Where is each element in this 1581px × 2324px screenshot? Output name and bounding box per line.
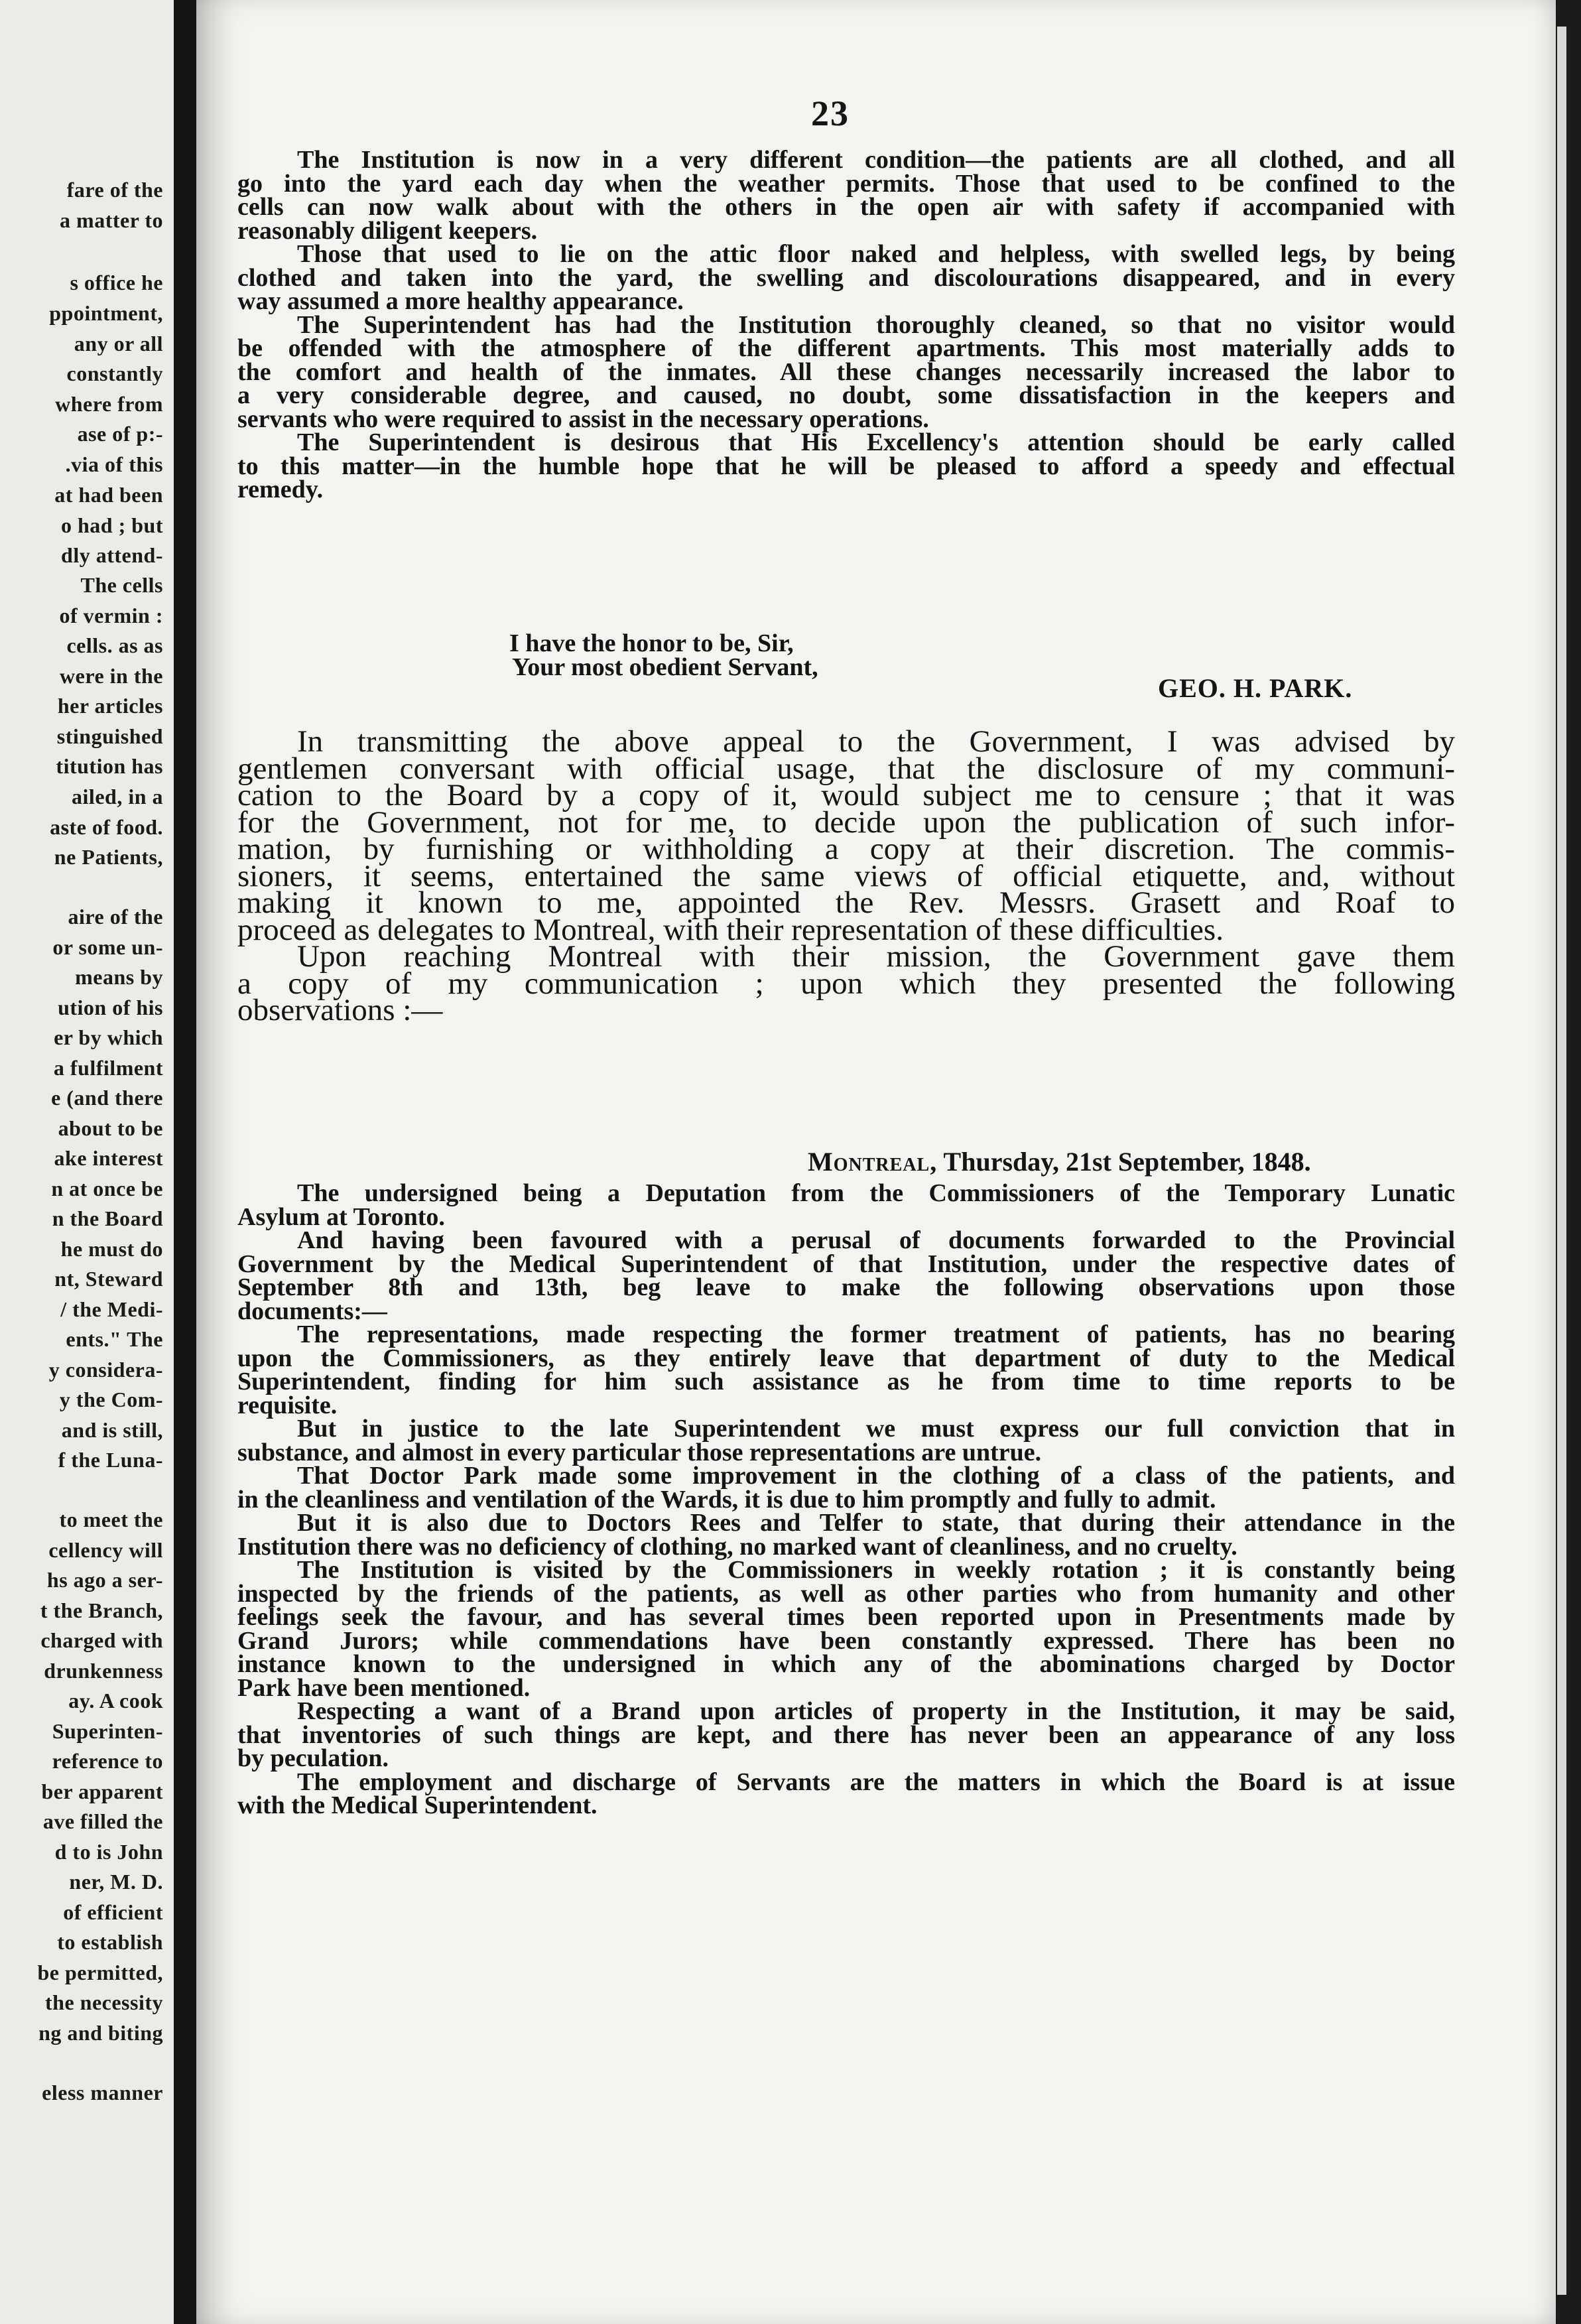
text-line: observations :— bbox=[237, 993, 443, 1027]
text-line: clothed and taken into the yard, the swelling and discolourations disappeared, and in every bbox=[237, 263, 1455, 292]
left-fragment-line: stinguished bbox=[56, 724, 163, 748]
text-line: The employment and discharge of Servants are the matters in which the Board is at issue bbox=[297, 1768, 1455, 1796]
left-fragment-line: ne Patients, bbox=[54, 845, 163, 869]
text-line: proceed as delegates to Montreal, with their representation of these difficulties. bbox=[237, 912, 1224, 947]
text-line: requisite. bbox=[237, 1391, 338, 1419]
page-edge-strip bbox=[1557, 27, 1566, 2295]
left-fragment-line: Superinten- bbox=[52, 1719, 163, 1743]
left-fragment-line: e (and there bbox=[51, 1086, 163, 1110]
left-fragment-line: a fulfilment bbox=[53, 1056, 163, 1080]
signature: GEO. H. PARK. bbox=[1158, 673, 1353, 703]
left-fragment-line: ber apparent bbox=[41, 1779, 163, 1803]
text-line: The Superintendent has had the Institution thoroughly cleaned, so that no visitor would bbox=[297, 310, 1455, 339]
text-line: In transmitting the above appeal to the Government, I was advised by bbox=[297, 724, 1455, 759]
main-page bbox=[196, 0, 1556, 2324]
left-fragment-line: charged with bbox=[40, 1628, 163, 1652]
left-fragment-line: cellency will bbox=[48, 1538, 163, 1562]
text-line: Asylum at Toronto. bbox=[237, 1202, 445, 1231]
text-line: with the Medical Superintendent. bbox=[237, 1791, 598, 1819]
text-line: remedy. bbox=[237, 476, 324, 503]
left-fragment-line: ppointment, bbox=[49, 301, 163, 325]
left-fragment-line: the necessity bbox=[44, 1990, 163, 2014]
text-line: that inventories of such things are kept, and there has never been an appearance of any loss bbox=[237, 1720, 1455, 1749]
left-fragment-line: be permitted, bbox=[37, 1961, 163, 1984]
text-line: But it is also due to Doctors Rees and Telfer to state, that during their attendance in the bbox=[297, 1509, 1455, 1537]
left-fragment-line: / the Medi- bbox=[60, 1297, 163, 1321]
left-fragment-line: hs ago a ser- bbox=[46, 1568, 163, 1592]
left-fragment-line: about to be bbox=[58, 1116, 163, 1140]
book-gutter bbox=[174, 0, 196, 2324]
text-line: cells can now walk about with the others in the open air with safety if accompanied with bbox=[237, 193, 1455, 221]
text-line: mation, by furnishing or withholding a copy at their discretion. The commis- bbox=[237, 832, 1455, 866]
text-line: go into the yard each day when the weather permits. Those that used to be confined to the bbox=[237, 169, 1455, 198]
closing-honor-line: I have the honor to be, Sir, bbox=[509, 629, 794, 657]
left-fragment-line: ution of his bbox=[58, 996, 163, 1019]
left-fragment-line: cells. as as bbox=[66, 633, 163, 657]
left-fragment-line: to meet the bbox=[59, 1508, 163, 1531]
text-line: Superintendent, finding for him such assistance as he from time to time reports to be bbox=[237, 1368, 1455, 1395]
left-fragment-line: er by which bbox=[54, 1025, 163, 1049]
left-fragment-line: ailed, in a bbox=[72, 785, 163, 808]
text-line: in the cleanliness and ventilation of the Wards, it is due to him promptly and fully to admit. bbox=[237, 1485, 1216, 1514]
text-line: Park have been mentioned. bbox=[237, 1673, 531, 1702]
text-line: Grand Jurors; while commendations have been constantly expressed. There has been no bbox=[237, 1626, 1455, 1655]
text-line: to this matter—in the humble hope that he will be pleased to afford a speedy and effectual bbox=[237, 452, 1455, 480]
left-fragment-line: to establish bbox=[57, 1930, 163, 1954]
left-fragment-line: any or all bbox=[74, 332, 163, 355]
text-line: documents:— bbox=[237, 1297, 387, 1325]
text-line: gentlemen conversant with official usage, that the disclosure of my communi- bbox=[237, 751, 1455, 786]
text-line: a copy of my communication ; upon which they presented the following bbox=[237, 966, 1455, 1001]
text-line: Institution there was no deficiency of clothing, no marked want of cleanliness, and no cruelty. bbox=[237, 1532, 1237, 1561]
text-line: cation to the Board by a copy of it, would subject me to censure ; that it was bbox=[237, 778, 1455, 812]
left-fragment-line: a matter to bbox=[60, 208, 163, 232]
left-fragment-line: nt, Steward bbox=[54, 1267, 163, 1291]
text-line: Those that used to lie on the attic floor naked and helpless, with swelled legs, by being bbox=[297, 240, 1455, 268]
left-fragment-line: y considera- bbox=[48, 1358, 163, 1382]
left-page-fragment bbox=[0, 0, 174, 2324]
left-fragment-line: aste of food. bbox=[50, 815, 163, 839]
dateline-place: Montreal, bbox=[808, 1147, 938, 1177]
left-fragment-line: fare of the bbox=[66, 178, 163, 202]
deputation-observations bbox=[237, 1179, 1455, 1819]
left-fragment-line: d to is John bbox=[54, 1840, 163, 1864]
page-number: 23 bbox=[811, 94, 850, 133]
left-fragment-line: eless manner bbox=[42, 2081, 163, 2104]
left-fragment-line: where from bbox=[55, 392, 163, 416]
text-line: way assumed a more healthy appearance. bbox=[237, 287, 684, 315]
left-fragment-line: ase of p:- bbox=[77, 422, 163, 446]
dateline bbox=[808, 1146, 1311, 1177]
text-line: servants who were required to assist in the necessary operations. bbox=[237, 405, 929, 433]
left-fragment-line: dly attend- bbox=[61, 543, 163, 567]
text-line: The representations, made respecting the former treatment of patients, has no bearing bbox=[297, 1321, 1455, 1348]
left-fragment-line: .via of this bbox=[65, 452, 163, 476]
left-fragment-line: of vermin : bbox=[59, 604, 163, 627]
left-fragment-line: ake interest bbox=[54, 1146, 163, 1170]
left-fragment-line: ay. A cook bbox=[68, 1689, 163, 1712]
left-fragment-line: constantly bbox=[66, 361, 163, 385]
left-fragment-line: her articles bbox=[57, 694, 163, 718]
left-fragment-line: at had been bbox=[54, 483, 163, 507]
text-line: upon the Commissioners, as they entirely leave that department of duty to the Medical bbox=[237, 1344, 1455, 1372]
author-narrative bbox=[237, 724, 1455, 1027]
text-line: inspected by the friends of the patients, as well as other parties who from humanity and other bbox=[237, 1579, 1455, 1608]
text-line: And having been favoured with a perusal of documents forwarded to the Provincial bbox=[297, 1226, 1455, 1254]
superintendent-letter-body bbox=[237, 146, 1455, 503]
text-line: Upon reaching Montreal with their mission, the Government gave them bbox=[297, 939, 1455, 974]
left-fragment-line: titution has bbox=[56, 754, 163, 778]
left-fragment-line: f the Luna- bbox=[58, 1448, 163, 1472]
left-fragment-line: or some un- bbox=[52, 935, 163, 959]
text-line: for the Government, not for me, to decide upon the publication of such infor- bbox=[237, 805, 1455, 840]
dateline-date: Thursday, 21st September, 1848. bbox=[943, 1147, 1311, 1177]
text-line: Respecting a want of a Brand upon articles of property in the Institution, it may be said, bbox=[297, 1697, 1455, 1725]
left-fragment-line: n at once be bbox=[51, 1177, 163, 1200]
left-fragment-line: means by bbox=[75, 965, 163, 989]
left-fragment-line: n the Board bbox=[52, 1206, 163, 1230]
left-fragment-line: ents." The bbox=[66, 1327, 163, 1351]
left-fragment-line: drunkenness bbox=[44, 1659, 163, 1683]
text-line: The Superintendent is desirous that His Excellency's attention should be early called bbox=[297, 428, 1455, 456]
text-line: feelings seek the favour, and has several times been reported upon in Presentments made by bbox=[237, 1603, 1455, 1631]
left-fragment-line: o had ; but bbox=[61, 513, 163, 537]
closing-servant-line: Your most obedient Servant, bbox=[512, 653, 818, 681]
text-line: September 8th and 13th, beg leave to make the following observations upon those bbox=[237, 1273, 1455, 1301]
text-line: Government by the Medical Superintendent of that Institution, under the respective dates of bbox=[237, 1250, 1455, 1278]
left-fragment-line: ner, M. D. bbox=[69, 1870, 163, 1894]
text-line: instance known to the undersigned in which any of the abominations charged by Doctor bbox=[237, 1650, 1455, 1678]
left-fragment-line: t the Branch, bbox=[40, 1598, 163, 1622]
left-fragment-line: reference to bbox=[52, 1749, 163, 1773]
right-page-edge bbox=[1556, 0, 1581, 2324]
text-line: by peculation. bbox=[237, 1744, 389, 1772]
text-line: That Doctor Park made some improvement in the clothing of a class of the patients, and bbox=[297, 1462, 1455, 1490]
left-fragment-line: of efficient bbox=[63, 1900, 163, 1924]
left-fragment-line: and is still, bbox=[61, 1418, 163, 1442]
text-line: the comfort and health of the inmates. All these changes necessarily increased the labor to bbox=[237, 357, 1455, 386]
text-line: The Institution is visited by the Commissioners in weekly rotation ; it is constantly being bbox=[297, 1556, 1455, 1584]
text-line: The Institution is now in a very different condition—the patients are all clothed, and all bbox=[297, 146, 1455, 174]
text-line: a very considerable degree, and caused, no doubt, some dissatisfaction in the keepers and bbox=[237, 381, 1455, 409]
left-fragment-line: The cells bbox=[80, 573, 163, 597]
text-line: substance, and almost in every particular those representations are untrue. bbox=[237, 1438, 1042, 1466]
left-fragment-line: he must do bbox=[60, 1237, 163, 1261]
text-line: But in justice to the late Superintendent we must express our full conviction that in bbox=[297, 1415, 1455, 1443]
text-line: reasonably diligent keepers. bbox=[237, 216, 538, 245]
text-line: making it known to me, appointed the Rev. Messrs. Grasett and Roaf to bbox=[237, 885, 1455, 920]
left-fragment-line: ave filled the bbox=[42, 1809, 163, 1833]
left-fragment-line: y the Com- bbox=[59, 1388, 163, 1411]
left-fragment-line: aire of the bbox=[68, 905, 163, 929]
left-fragment-line: ng and biting bbox=[38, 2021, 163, 2045]
left-fragment-line: were in the bbox=[60, 664, 163, 688]
text-line: The undersigned being a Deputation from the Commissioners of the Temporary Lunatic bbox=[297, 1179, 1455, 1207]
text-line: be offended with the atmosphere of the different apartments. This most materially adds to bbox=[237, 334, 1455, 362]
text-line: sioners, it seems, entertained the same views of official etiquette, and, without bbox=[237, 858, 1455, 893]
left-fragment-line: s office he bbox=[70, 271, 163, 294]
